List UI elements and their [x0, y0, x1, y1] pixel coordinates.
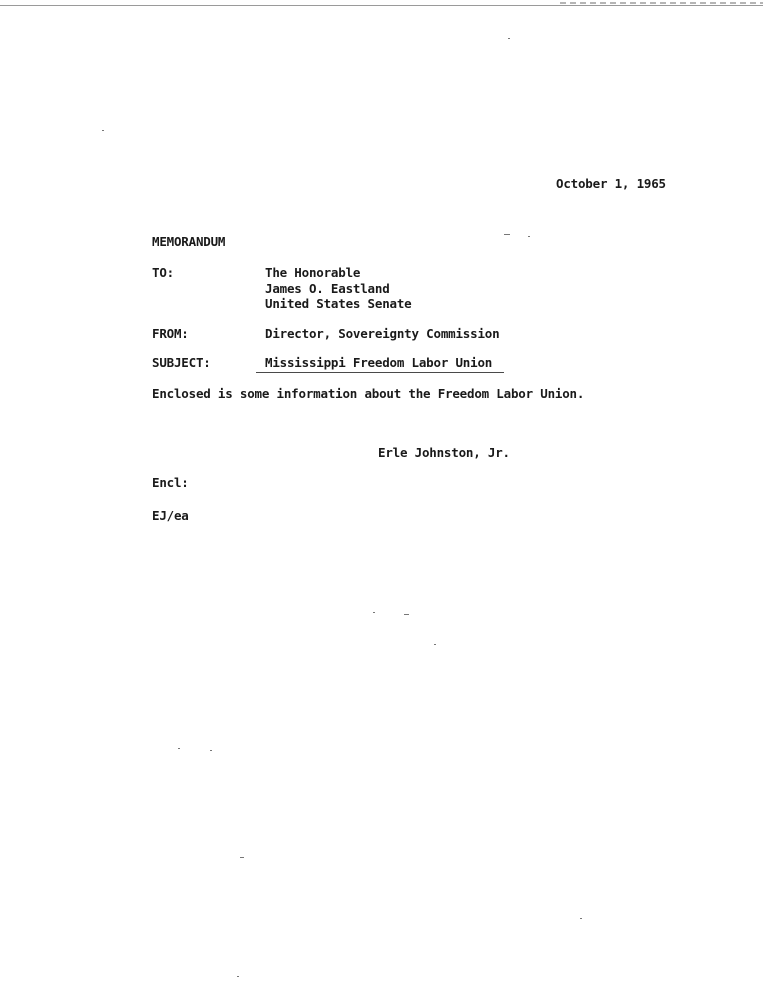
scan-speck — [580, 918, 582, 919]
scan-speck — [528, 236, 530, 237]
subject-value: Mississippi Freedom Labor Union — [265, 355, 493, 370]
subject-label: SUBJECT: — [152, 355, 211, 370]
top-edge-scan-artifact — [560, 2, 763, 4]
top-edge-rule — [0, 5, 763, 6]
to-label: TO: — [152, 265, 174, 280]
scan-speck — [102, 130, 104, 131]
to-line-2: James O. Eastland — [265, 280, 390, 296]
scan-speck — [178, 748, 180, 749]
scan-speck — [434, 644, 436, 645]
scan-speck — [373, 612, 375, 613]
scan-speck — [237, 976, 239, 977]
from-value: Director, Sovereignty Commission — [265, 326, 500, 341]
from-label: FROM: — [152, 326, 189, 341]
scan-speck — [240, 857, 244, 858]
memo-body: Enclosed is some information about the Freedom Labor Union. — [152, 386, 585, 401]
subject-underline — [256, 372, 504, 373]
typist-initials: EJ/ea — [152, 508, 189, 523]
memo-heading: MEMORANDUM — [152, 234, 226, 249]
scan-speck — [404, 614, 409, 615]
signature: Erle Johnston, Jr. — [378, 445, 510, 460]
memo-date: October 1, 1965 — [556, 176, 666, 191]
scan-speck — [210, 750, 212, 751]
enclosure-note: Encl: — [152, 475, 189, 490]
scan-speck — [508, 38, 510, 39]
to-line-1: The Honorable — [265, 265, 361, 280]
scan-speck — [504, 234, 510, 235]
to-recipient-block — [265, 265, 412, 312]
to-line-3: United States Senate — [265, 296, 412, 311]
